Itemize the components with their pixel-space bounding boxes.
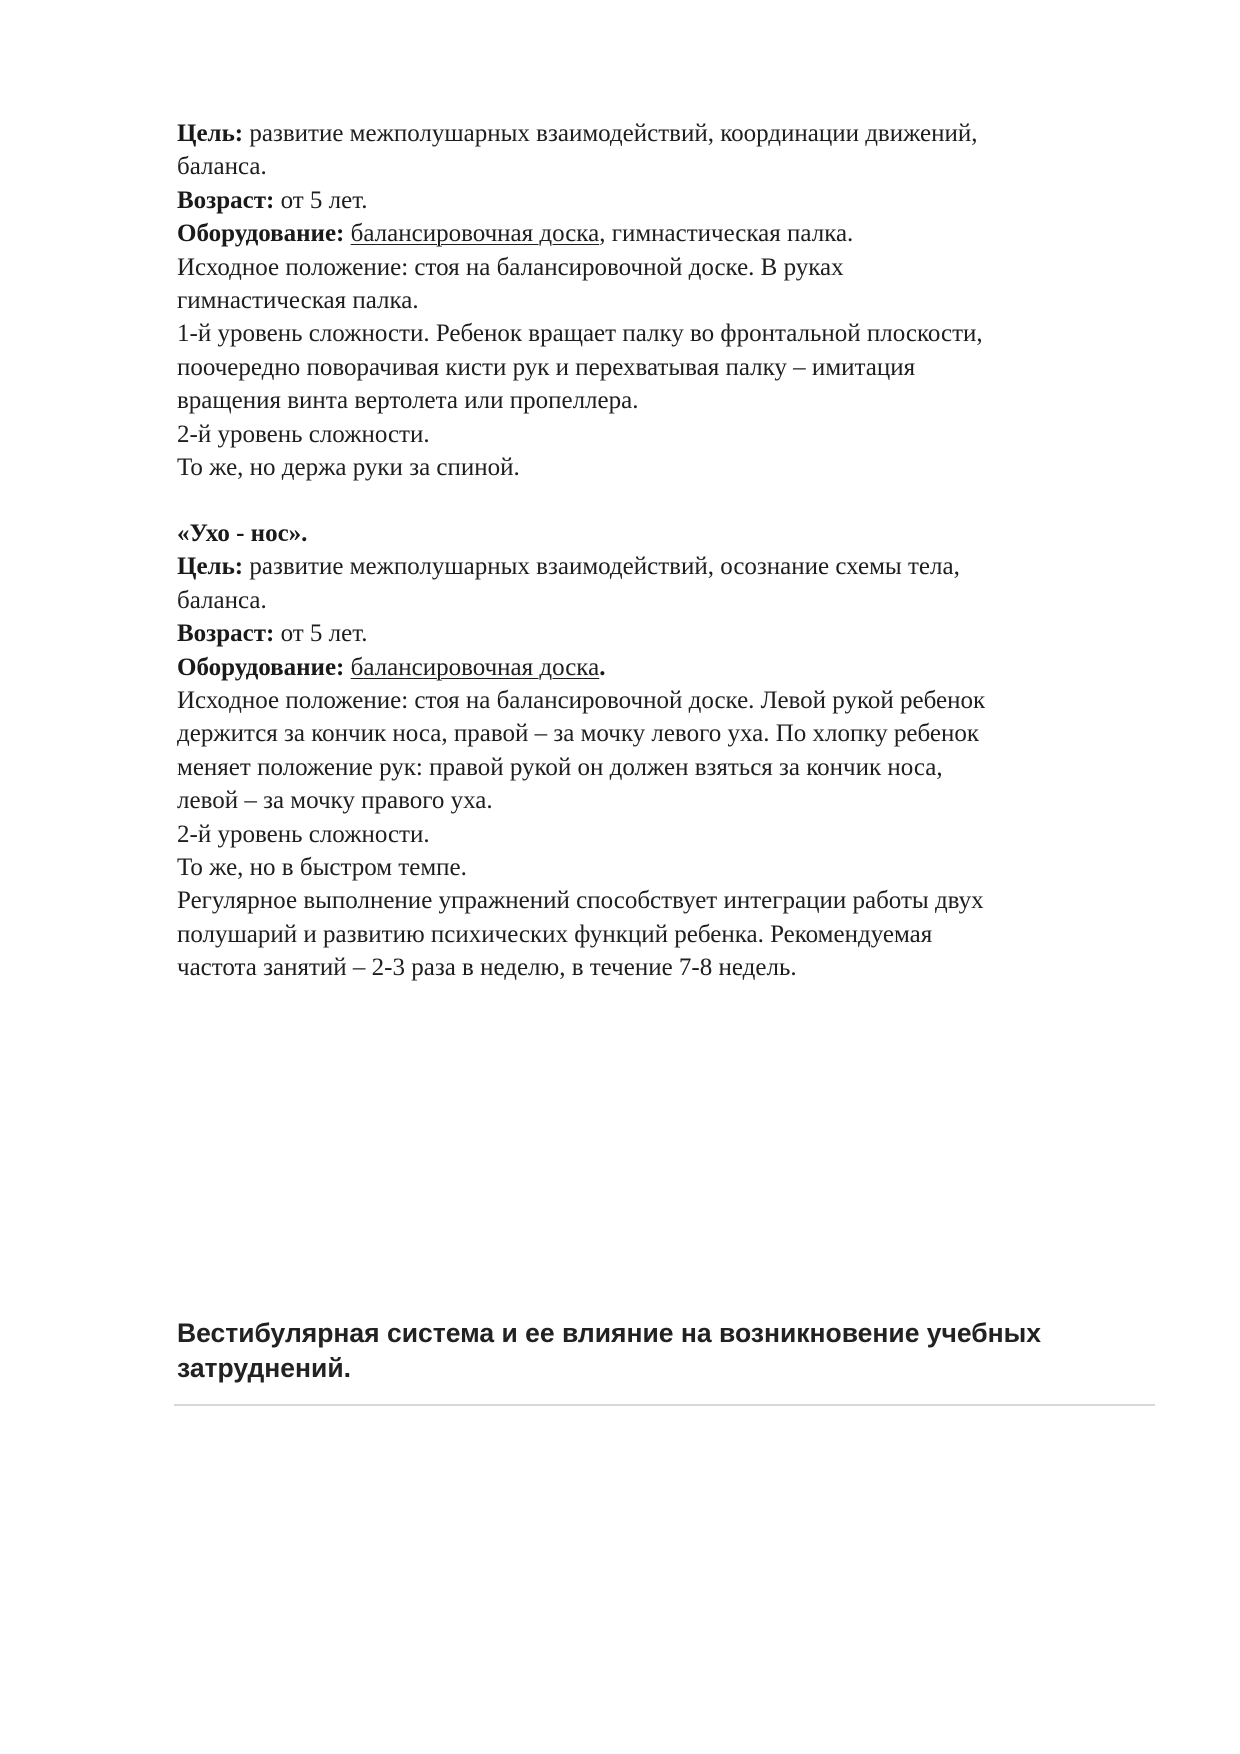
age-line: [177, 617, 1137, 650]
start-position-line-2: гимнастическая палка.: [177, 287, 419, 315]
goal-line-continuation: баланса.: [177, 153, 267, 181]
start-position-line-4: левой – за мочку правого уха.: [177, 787, 493, 815]
level2-title: 2-й уровень сложности.: [177, 420, 430, 448]
goal-label: Цель:: [177, 553, 244, 581]
level2-title: 2-й уровень сложности.: [177, 820, 430, 848]
summary-line-2: полушарий и развитию психических функций ребенка. Рекомендуемая: [177, 920, 933, 948]
level1-line-3: вращения винта вертолета или пропеллера.: [177, 387, 639, 415]
age-label: Возраст:: [177, 186, 275, 214]
start-position-line-3: меняет положение рук: правой рукой он должен взяться за кончик носа,: [177, 753, 943, 781]
equipment-label: Оборудование:: [177, 653, 345, 681]
goal-line-continuation: баланса.: [177, 586, 267, 614]
heading-line-2: затруднений.: [177, 1353, 351, 1383]
heading-line-1: Вестибулярная система и ее влияние на возникновение учебных: [177, 1318, 1042, 1348]
section-heading: [177, 1316, 1137, 1386]
level1-line-1: 1-й уровень сложности. Ребенок вращает палку во фронтальной плоскости,: [177, 320, 983, 348]
equipment-line: [177, 217, 1137, 250]
exercise-title-text: «Ухо - нос».: [177, 520, 308, 547]
goal-text: развитие межполушарных взаимодействий, осознание схемы тела,: [243, 553, 960, 581]
goal-label: Цель:: [177, 120, 244, 147]
exercise-section-propeller: [177, 117, 1137, 484]
equipment-link[interactable]: балансировочная доска: [350, 220, 600, 248]
equipment-end: .: [599, 653, 606, 681]
equipment-link[interactable]: балансировочная доска: [350, 653, 600, 681]
age-text: от 5 лет.: [274, 620, 368, 648]
equipment-line: [177, 651, 1137, 684]
start-position-line-1: Исходное положение: стоя на балансировочной доске. В руках: [177, 253, 844, 281]
goal-line: [177, 117, 1137, 150]
exercise-title: [177, 517, 1137, 550]
equipment-rest: , гимнастическая палка.: [599, 220, 854, 248]
start-position-line-2: держится за кончик носа, правой – за мочку левого уха. По хлопку ребенок: [177, 720, 980, 748]
exercise-section-ear-nose: [177, 517, 1137, 985]
level2-text: То же, но держа руки за спиной.: [177, 454, 520, 482]
equipment-label: Оборудование:: [177, 220, 345, 248]
goal-line: [177, 550, 1137, 583]
age-label: Возраст:: [177, 620, 275, 648]
age-text: от 5 лет.: [274, 186, 368, 214]
level1-line-2: поочередно поворачивая кисти рук и перехватывая палку – имитация: [177, 353, 916, 381]
goal-text: развитие межполушарных взаимодействий, координации движений,: [243, 120, 978, 147]
summary-line-1: Регулярное выполнение упражнений способствует интеграции работы двух: [177, 887, 984, 915]
age-line: [177, 184, 1137, 217]
summary-line-3: частота занятий – 2-3 раза в неделю, в течение 7-8 недель.: [177, 954, 797, 982]
start-position-line-1: Исходное положение: стоя на балансировочной доске. Левой рукой ребенок: [177, 687, 986, 715]
level2-text: То же, но в быстром темпе.: [177, 854, 467, 882]
heading-divider: [174, 1404, 1155, 1406]
